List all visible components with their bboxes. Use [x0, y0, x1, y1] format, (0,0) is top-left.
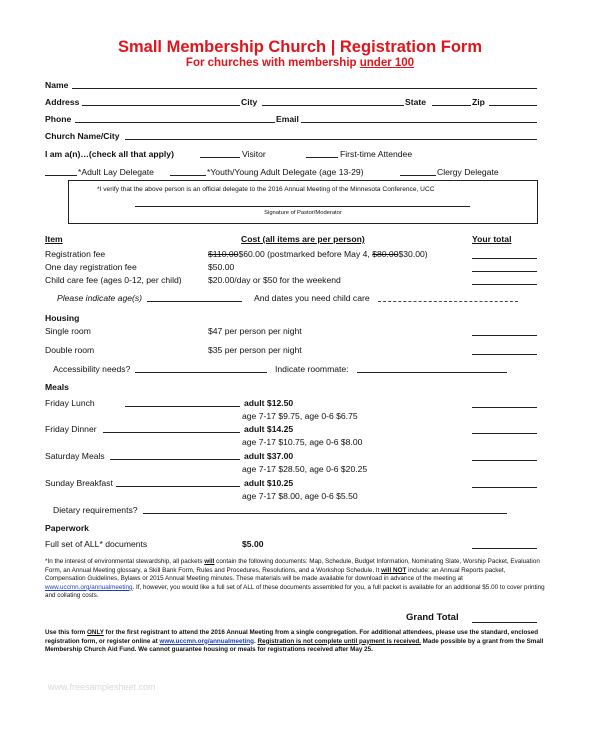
zip-label: Zip — [472, 97, 485, 107]
meal-name: Sunday Breakfast — [45, 478, 113, 488]
grand-total-field[interactable] — [472, 622, 537, 623]
paperwork-heading: Paperwork — [45, 523, 89, 533]
footer-instructions — [45, 629, 547, 655]
zip-field[interactable] — [489, 105, 537, 106]
visitor-label: Visitor — [242, 149, 266, 159]
name-label: Name — [45, 80, 69, 90]
note-text: . If, however, you would like a full set of ALL of these documents assembled for you, a full packet is available for an additional $5.00 to cover printing and collating costs. — [45, 583, 545, 600]
clergy-label: Clergy Delegate — [437, 167, 499, 177]
one-day-fee-label: One day registration fee — [45, 262, 137, 272]
item-column-header: Item — [45, 234, 63, 244]
first-time-checkbox[interactable] — [306, 157, 338, 158]
double-room-total-field[interactable] — [472, 354, 537, 355]
one-day-fee-cost: $50.00 — [208, 262, 235, 272]
note-text: contain the following documents: Map, Schedule, Budget Information, Nominating Slate, Worship Packet, Evaluation Form, an Annual Meeting glossary, a Skill Bank Form, Rules and Procedures, Resolutions, and a Workshop Schedule. It — [45, 558, 540, 574]
cost-column-header: Cost (all items are per person) — [241, 234, 365, 244]
verification-text: *I verify that the above person is an official delegate to the 2016 Annual Meeting of the Minnesota Conference, UCC — [97, 186, 435, 193]
annual-meeting-link[interactable]: www.uccmn.org/annualmeeting — [45, 583, 133, 591]
role-prompt: I am a(n)…(check all that apply) — [45, 149, 174, 159]
watermark: www.freesamplesheet.com — [48, 682, 156, 692]
registration-fee-label: Registration fee — [45, 249, 106, 259]
city-label: City — [241, 97, 258, 107]
registration-new-price-early: $30.00) — [398, 249, 428, 259]
meal-name: Friday Lunch — [45, 398, 95, 408]
meal-count-field[interactable] — [110, 459, 240, 460]
form-title: Small Membership Church | Registration Form — [117, 38, 482, 56]
accessibility-field[interactable] — [135, 372, 267, 373]
child-care-cost: $20.00/day or $50 for the weekend — [208, 275, 341, 285]
meal-adult-price: adult $10.25 — [244, 478, 294, 488]
meals-heading: Meals — [45, 382, 69, 392]
meal-adult-price: adult $12.50 — [244, 398, 294, 408]
note-emphasis-will-not: will NOT — [381, 566, 407, 574]
meal-total-field[interactable] — [472, 460, 537, 461]
name-field[interactable] — [72, 88, 537, 89]
address-field[interactable] — [82, 105, 240, 106]
meal-total-field[interactable] — [472, 407, 537, 408]
footer-emphasis-only: ONLY — [87, 629, 104, 636]
meal-child-prices: age 7-17 $10.75, age 0-6 $8.00 — [242, 437, 363, 447]
meal-name: Friday Dinner — [45, 424, 97, 434]
note-text: *In the interest of environmental stewardship, all packets — [45, 558, 205, 565]
phone-label: Phone — [45, 114, 72, 124]
child-ages-label: Please indicate age(s) — [57, 293, 143, 303]
first-time-label: First-time Attendee — [340, 149, 413, 159]
email-label: Email — [276, 114, 299, 124]
child-care-dates-label: And dates you need child care — [254, 293, 370, 303]
pastor-signature-field[interactable] — [135, 206, 470, 207]
register-online-link[interactable]: www.uccmn.org/annualmeeting — [159, 637, 255, 645]
accessibility-label: Accessibility needs? — [53, 364, 131, 374]
footer-text: Made possible by a grant from the Small Membership Church Aid Fund. We cannot guarantee housing or meals for registrations received after May 25. — [45, 637, 544, 654]
registration-total-field[interactable] — [472, 258, 537, 259]
city-field[interactable] — [262, 105, 404, 106]
youth-label: *Youth/Young Adult Delegate (age 13-29) — [207, 167, 364, 177]
meal-total-field[interactable] — [472, 433, 537, 434]
meal-child-prices: age 7-17 $9.75, age 0-6 $6.75 — [242, 411, 358, 421]
church-field[interactable] — [125, 139, 537, 140]
footer-text: for the first registrant to attend the 2016 Annual Meeting from a single congregation. For additional attendees, please use the standard, enclosed registration form, or register online at — [45, 629, 539, 645]
address-label: Address — [45, 97, 80, 107]
full-set-cost: $5.00 — [242, 539, 264, 549]
footer-text: Use this form — [45, 629, 87, 636]
signature-caption: Signature of Pastor/Moderator — [264, 210, 342, 216]
registration-new-price: $60.00 (postmarked before May 4, — [238, 249, 370, 259]
note-text: include: an Annual Reports packet, Compensation Guidelines, Bylaws or 2015 Annual Meeting minutes. These materials will be made available for download in advance of the meeting at — [45, 566, 506, 583]
meal-adult-price: adult $14.25 — [244, 424, 294, 434]
footer-payment-notice: Registration is not complete until payment is received. — [257, 637, 421, 645]
roommate-label: Indicate roommate: — [275, 364, 349, 374]
meal-child-prices: age 7-17 $8.00, age 0-6 $5.50 — [242, 491, 358, 501]
double-room-label: Double room — [45, 345, 95, 355]
registration-old-price: $110.00 — [208, 249, 239, 259]
roommate-field[interactable] — [357, 372, 507, 373]
child-care-dates-field[interactable] — [378, 301, 518, 302]
state-field[interactable] — [432, 105, 471, 106]
visitor-checkbox[interactable] — [200, 157, 240, 158]
state-label: State — [405, 97, 427, 107]
full-set-total-field[interactable] — [472, 548, 537, 549]
double-room-cost: $35 per person per night — [208, 345, 302, 355]
phone-field[interactable] — [75, 122, 275, 123]
dietary-field[interactable] — [143, 513, 507, 514]
email-field[interactable] — [301, 122, 537, 123]
meal-count-field[interactable] — [116, 486, 240, 487]
meal-count-field[interactable] — [125, 406, 240, 407]
meal-count-field[interactable] — [103, 432, 240, 433]
full-set-label: Full set of ALL* documents — [45, 539, 148, 549]
footer-text: . — [254, 637, 258, 645]
single-room-total-field[interactable] — [472, 335, 537, 336]
dietary-label: Dietary requirements? — [53, 505, 138, 515]
note-emphasis-will: will — [204, 558, 215, 565]
child-care-label: Child care fee (ages 0-12, per child) — [45, 275, 182, 285]
delegate-verification-box — [68, 180, 538, 224]
grand-total-label: Grand Total — [406, 612, 459, 623]
adult-lay-label: *Adult Lay Delegate — [78, 167, 154, 177]
church-label: Church Name/City — [45, 131, 120, 141]
youth-checkbox[interactable] — [170, 175, 206, 176]
adult-lay-checkbox[interactable] — [45, 175, 77, 176]
total-column-header: Your total — [472, 234, 512, 244]
one-day-total-field[interactable] — [472, 271, 537, 272]
meal-child-prices: age 7-17 $28.50, age 0-6 $20.25 — [242, 464, 368, 474]
clergy-checkbox[interactable] — [400, 175, 436, 176]
child-ages-field[interactable] — [147, 301, 242, 302]
meal-total-field[interactable] — [472, 487, 537, 488]
registration-fee-cost — [208, 249, 428, 260]
subtitle-text: For churches with membership — [185, 57, 360, 69]
meal-name: Saturday Meals — [45, 451, 105, 461]
meal-adult-price: adult $37.00 — [244, 451, 294, 461]
child-care-total-field[interactable] — [472, 284, 537, 285]
form-subtitle — [0, 57, 600, 69]
subtitle-underlined: under 100 — [359, 57, 415, 69]
single-room-cost: $47 per person per night — [208, 326, 302, 336]
housing-heading: Housing — [45, 313, 80, 323]
registration-old-price-early: $80.00 — [372, 249, 399, 259]
paperwork-note — [45, 558, 545, 601]
single-room-label: Single room — [45, 326, 91, 336]
